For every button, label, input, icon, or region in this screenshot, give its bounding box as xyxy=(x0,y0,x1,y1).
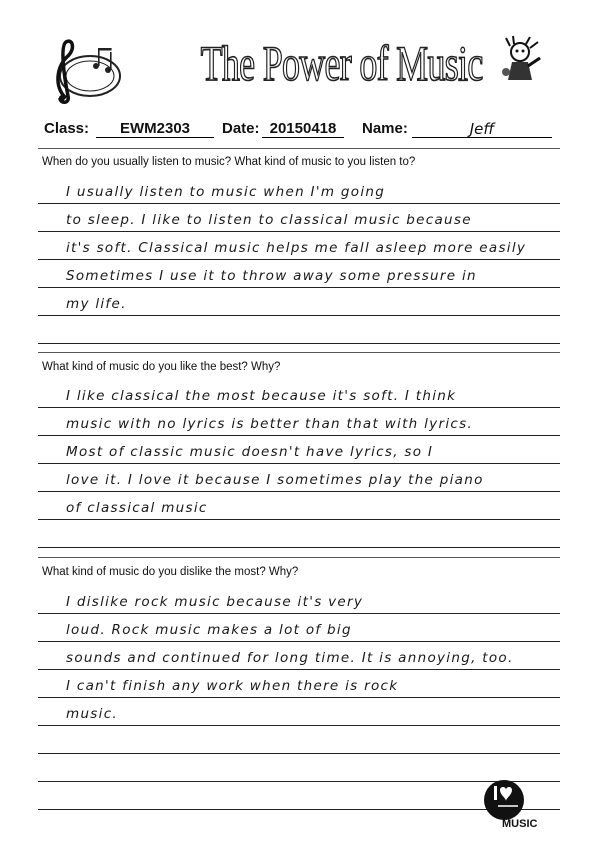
section-divider xyxy=(38,352,560,353)
question-3-prompt: What kind of music do you dislike the most? Why? xyxy=(42,566,299,578)
worksheet-title: The Power of Music xyxy=(200,35,483,91)
logo-text: MUSIC xyxy=(502,818,538,830)
answer-line: I dislike rock music because it's very xyxy=(38,586,560,614)
answer-line: music. xyxy=(38,698,560,726)
section-divider xyxy=(38,557,560,558)
date-field[interactable]: 20150418 xyxy=(262,118,344,138)
class-label: Class: xyxy=(44,120,90,137)
answer-line xyxy=(38,726,560,754)
question-1-prompt: When do you usually listen to music? What kind of music to you listen to? xyxy=(42,156,416,168)
treble-clef-icon xyxy=(46,36,126,106)
i-love-music-icon xyxy=(478,778,538,830)
answer-line: I can't finish any work when there is rock xyxy=(38,670,560,698)
answer-line: sounds and continued for long time. It is annoying, too. xyxy=(38,642,560,670)
question-2-prompt: What kind of music do you like the best? Why? xyxy=(42,361,281,373)
answer-line: I usually listen to music when I'm going xyxy=(38,176,560,204)
answer-line: loud. Rock music makes a lot of big xyxy=(38,614,560,642)
section-divider xyxy=(38,148,560,149)
answer-line: love it. I love it because I sometimes play the piano xyxy=(38,464,560,492)
answer-line xyxy=(38,316,560,344)
answer-line: to sleep. I like to listen to classical music because xyxy=(38,204,560,232)
name-field[interactable]: Jeff xyxy=(412,118,552,138)
cartoon-musician-icon xyxy=(498,36,544,86)
answer-line: my life. xyxy=(38,288,560,316)
answer-line: Most of classic music doesn't have lyrics, so I xyxy=(38,436,560,464)
answer-line xyxy=(38,520,560,548)
answer-line: of classical music xyxy=(38,492,560,520)
answer-line: music with no lyrics is better than that with lyrics. xyxy=(38,408,560,436)
answer-3-area[interactable] xyxy=(38,586,560,810)
answer-2-area[interactable] xyxy=(38,380,560,548)
name-label: Name: xyxy=(362,120,408,137)
answer-line: it's soft. Classical music helps me fall asleep more easily xyxy=(38,232,560,260)
answer-1-area[interactable] xyxy=(38,176,560,344)
worksheet-header xyxy=(44,118,560,140)
answer-line: I like classical the most because it's soft. I think xyxy=(38,380,560,408)
answer-line: Sometimes I use it to throw away some pressure in xyxy=(38,260,560,288)
class-field[interactable]: EWM2303 xyxy=(96,118,214,138)
date-label: Date: xyxy=(222,120,260,137)
